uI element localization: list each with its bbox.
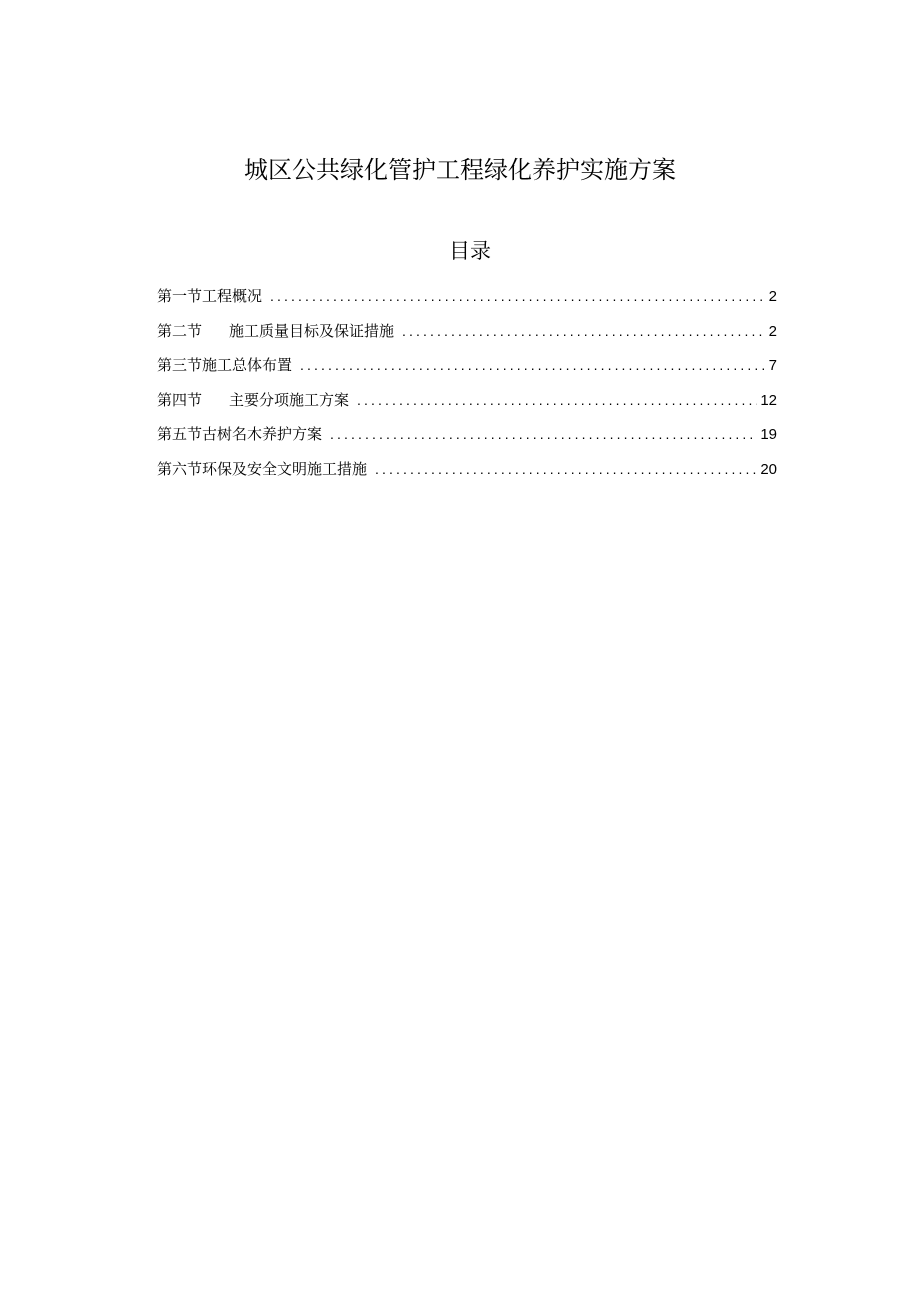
toc-dot-leader xyxy=(270,284,766,309)
toc-dot-leader xyxy=(375,457,757,482)
toc-page-number: 2 xyxy=(768,322,777,340)
toc-section-number: 第五节 xyxy=(157,425,203,443)
toc-entry-title: 环保及安全文明施工措施 xyxy=(202,459,368,478)
toc-entry-4[interactable] xyxy=(157,388,777,423)
toc-dot-leader xyxy=(402,319,766,344)
toc-entry-6[interactable] xyxy=(157,457,777,492)
toc-dot-leader xyxy=(300,353,766,378)
toc-heading: 目录 xyxy=(449,239,491,263)
toc-page-number: 12 xyxy=(760,391,777,409)
toc-entry-title: 工程概况 xyxy=(202,287,263,305)
toc-section-number: 第四节 xyxy=(157,390,203,409)
toc-dot-leader xyxy=(357,388,757,413)
toc-page-number: 20 xyxy=(760,460,777,478)
toc-entry-5[interactable] xyxy=(157,422,777,457)
toc-entry-title: 主要分项施工方案 xyxy=(229,390,350,409)
toc-entry-1[interactable] xyxy=(157,284,777,319)
toc-entry-3[interactable] xyxy=(157,353,777,388)
toc-entry-title: 古树名木养护方案 xyxy=(202,425,323,443)
toc-page-number: 19 xyxy=(760,426,777,443)
toc-entry-2[interactable] xyxy=(157,319,777,354)
table-of-contents xyxy=(157,284,777,491)
document-title: 城区公共绿化管护工程绿化养护实施方案 xyxy=(244,156,676,184)
toc-section-number: 第三节 xyxy=(157,356,203,374)
toc-page-number: 7 xyxy=(768,357,777,374)
toc-entry-title: 施工总体布置 xyxy=(202,356,293,374)
toc-page-number: 2 xyxy=(768,288,777,305)
toc-dot-leader xyxy=(330,422,757,447)
toc-section-number: 第二节 xyxy=(157,321,203,340)
toc-section-number: 第一节 xyxy=(157,287,203,305)
toc-entry-title: 施工质量目标及保证措施 xyxy=(229,321,395,340)
toc-section-number: 第六节 xyxy=(157,459,203,478)
